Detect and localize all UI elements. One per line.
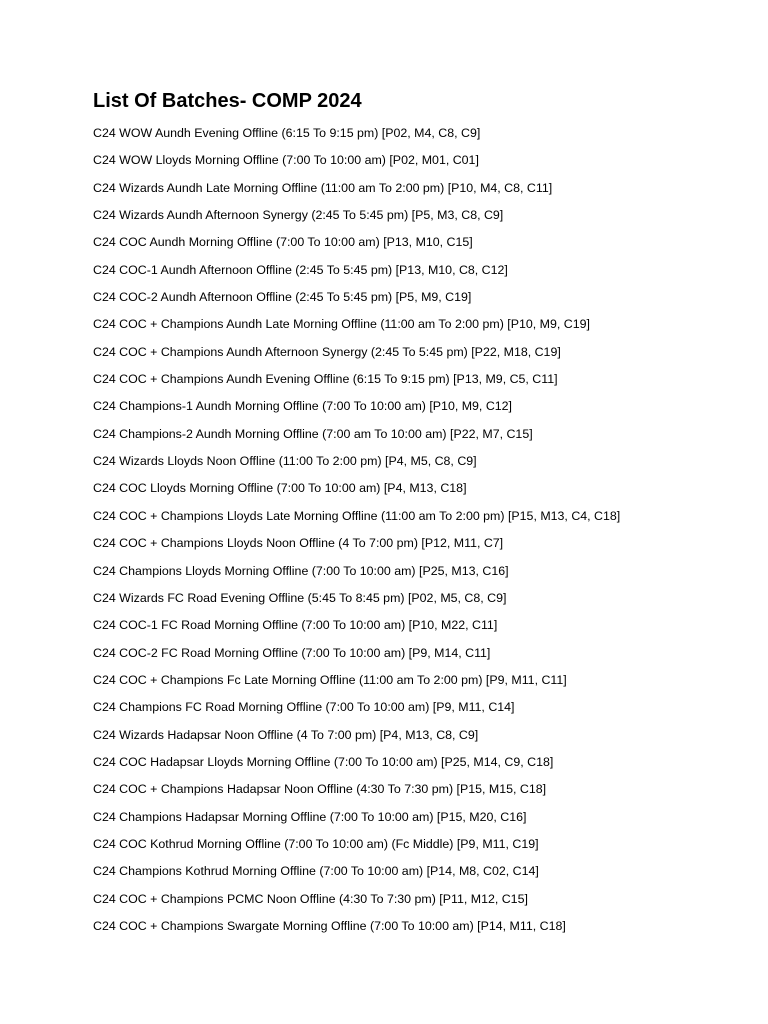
batch-list-item: C24 COC Hadapsar Lloyds Morning Offline (7:00 To 10:00 am) [P25, M14, C9, C18] bbox=[93, 754, 554, 769]
batch-list-item: C24 Champions-1 Aundh Morning Offline (7:00 To 10:00 am) [P10, M9, C12] bbox=[93, 399, 512, 414]
batch-list-item: C24 Wizards FC Road Evening Offline (5:45 To 8:45 pm) [P02, M5, C8, C9] bbox=[93, 590, 507, 605]
batch-list-item: C24 COC + Champions Lloyds Noon Offline (4 To 7:00 pm) [P12, M11, C7] bbox=[93, 536, 504, 551]
batch-list-item: C24 WOW Aundh Evening Offline (6:15 To 9:15 pm) [P02, M4, C8, C9] bbox=[93, 126, 481, 140]
batch-list-item: C24 Champions Hadapsar Morning Offline (7:00 To 10:00 am) [P15, M20, C16] bbox=[93, 809, 527, 824]
batch-list-item: C24 COC Aundh Morning Offline (7:00 To 10:00 am) [P13, M10, C15] bbox=[93, 235, 473, 250]
batch-list-item: C24 COC + Champions Aundh Afternoon Synergy (2:45 To 5:45 pm) [P22, M18, C19] bbox=[93, 344, 561, 359]
batch-list-item: C24 Champions-2 Aundh Morning Offline (7:00 am To 10:00 am) [P22, M7, C15] bbox=[93, 426, 533, 441]
batch-list-item: C24 COC-2 FC Road Morning Offline (7:00 To 10:00 am) [P9, M14, C11] bbox=[93, 645, 491, 660]
batch-list-item: C24 COC Kothrud Morning Offline (7:00 To 10:00 am) (Fc Middle) [P9, M11, C19] bbox=[93, 836, 539, 851]
batch-list-item: C24 Wizards Lloyds Noon Offline (11:00 To 2:00 pm) [P4, M5, C8, C9] bbox=[93, 454, 477, 469]
batch-list bbox=[93, 124, 753, 944]
batch-list-item: C24 COC + Champions Fc Late Morning Offline (11:00 am To 2:00 pm) [P9, M11, C11] bbox=[93, 672, 567, 687]
batch-list-item: C24 Champions FC Road Morning Offline (7:00 To 10:00 am) [P9, M11, C14] bbox=[93, 700, 515, 715]
batch-list-item: C24 Wizards Aundh Late Morning Offline (11:00 am To 2:00 pm) [P10, M4, C8, C11] bbox=[93, 180, 553, 195]
batch-list-item: C24 WOW Lloyds Morning Offline (7:00 To 10:00 am) [P02, M01, C01] bbox=[93, 153, 479, 168]
batch-list-item: C24 Wizards Hadapsar Noon Offline (4 To 7:00 pm) [P4, M13, C8, C9] bbox=[93, 727, 479, 742]
batch-list-item: C24 COC + Champions PCMC Noon Offline (4:30 To 7:30 pm) [P11, M12, C15] bbox=[93, 891, 528, 906]
batch-list-item: C24 COC-1 Aundh Afternoon Offline (2:45 To 5:45 pm) [P13, M10, C8, C12] bbox=[93, 262, 508, 277]
batch-list-item: C24 COC + Champions Lloyds Late Morning Offline (11:00 am To 2:00 pm) [P15, M13, C4, C18] bbox=[93, 508, 621, 523]
batch-list-item: C24 Wizards Aundh Afternoon Synergy (2:45 To 5:45 pm) [P5, M3, C8, C9] bbox=[93, 208, 504, 223]
batch-list-item: C24 COC-2 Aundh Afternoon Offline (2:45 To 5:45 pm) [P5, M9, C19] bbox=[93, 290, 472, 305]
batch-list-item: C24 COC + Champions Aundh Late Morning Offline (11:00 am To 2:00 pm) [P10, M9, C19] bbox=[93, 317, 590, 332]
batch-list-item: C24 COC Lloyds Morning Offline (7:00 To 10:00 am) [P4, M13, C18] bbox=[93, 481, 467, 496]
batch-list-item: C24 Champions Kothrud Morning Offline (7:00 To 10:00 am) [P14, M8, C02, C14] bbox=[93, 864, 539, 879]
batch-list-item: C24 COC-1 FC Road Morning Offline (7:00 To 10:00 am) [P10, M22, C11] bbox=[93, 618, 498, 633]
batch-list-item: C24 COC + Champions Aundh Evening Offline (6:15 To 9:15 pm) [P13, M9, C5, C11] bbox=[93, 372, 558, 387]
document-title: List Of Batches- COMP 2024 bbox=[93, 90, 362, 112]
batch-list-item: C24 Champions Lloyds Morning Offline (7:00 To 10:00 am) [P25, M13, C16] bbox=[93, 563, 509, 578]
batch-list-item: C24 COC + Champions Hadapsar Noon Offline (4:30 To 7:30 pm) [P15, M15, C18] bbox=[93, 782, 547, 797]
batch-list-item: C24 COC + Champions Swargate Morning Offline (7:00 To 10:00 am) [P14, M11, C18] bbox=[93, 918, 566, 933]
